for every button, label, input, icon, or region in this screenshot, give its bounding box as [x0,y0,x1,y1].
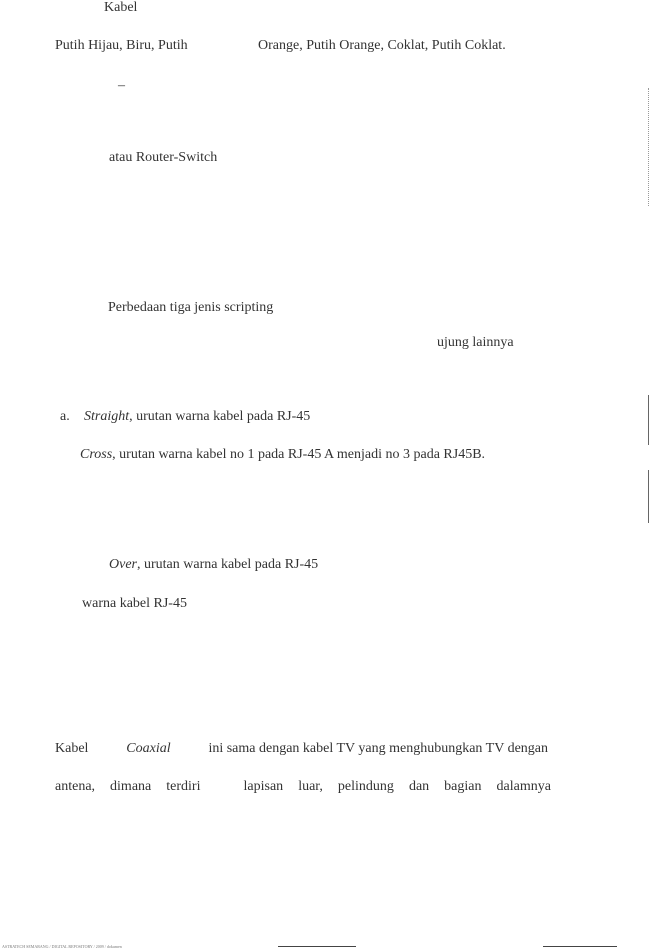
word-terdiri: terdiri [166,779,201,794]
cable-colors-right: Orange, Putih Orange, Coklat, Putih Coklat. [258,38,506,53]
coaxial-word-kabel: Kabel [55,741,89,756]
footer-rule-middle [278,946,356,947]
straight-rest: , urutan warna kabel pada RJ-45 [129,409,311,424]
word-lapisan: lapisan [243,779,284,794]
coaxial-line1-rest: ini sama dengan kabel TV yang menghubungkan TV dengan [208,741,548,756]
scan-edge-mark-lower [648,470,649,523]
straight-item [84,409,310,425]
word-luar: luar, [298,779,323,794]
word-bagian: bagian [444,779,482,794]
cable-colors-left: Putih Hijau, Biru, Putih [55,38,188,53]
footer-rule-right [543,946,617,947]
cross-item [80,447,485,463]
heading-kabel: Kabel [104,0,138,15]
list-marker-a: a. [60,409,70,424]
scan-edge-mark-top [648,88,649,206]
footer-tiny-text: ASTRATECH SEMARANG / DIGITAL REPOSITORY / 2009 / dokumen [2,944,122,949]
cross-term: Cross [80,447,113,462]
dash-mark: – [118,78,125,93]
over-term: Over [109,557,137,572]
word-pelindung: pelindung [337,779,394,794]
cross-rest: , urutan warna kabel no 1 pada RJ-45 A menjadi no 3 pada RJ45B. [112,447,486,462]
ujung-lainnya-text: ujung lainnya [437,335,514,350]
coaxial-line-2 [55,779,551,795]
warna-kabel-text: warna kabel RJ-45 [82,596,187,611]
coaxial-term: Coaxial [126,741,171,756]
word-antena: antena, [55,779,96,794]
straight-term: Straight [84,409,130,424]
router-switch-text: atau Router-Switch [109,150,218,165]
word-dalamnya: dalamnya [496,779,551,794]
word-dimana: dimana [110,779,152,794]
over-item [109,557,318,573]
over-rest: , urutan warna kabel pada RJ-45 [137,557,319,572]
perbedaan-text: Perbedaan tiga jenis scripting [108,300,274,315]
scan-edge-mark-middle [648,395,649,445]
word-dan: dan [408,779,430,794]
